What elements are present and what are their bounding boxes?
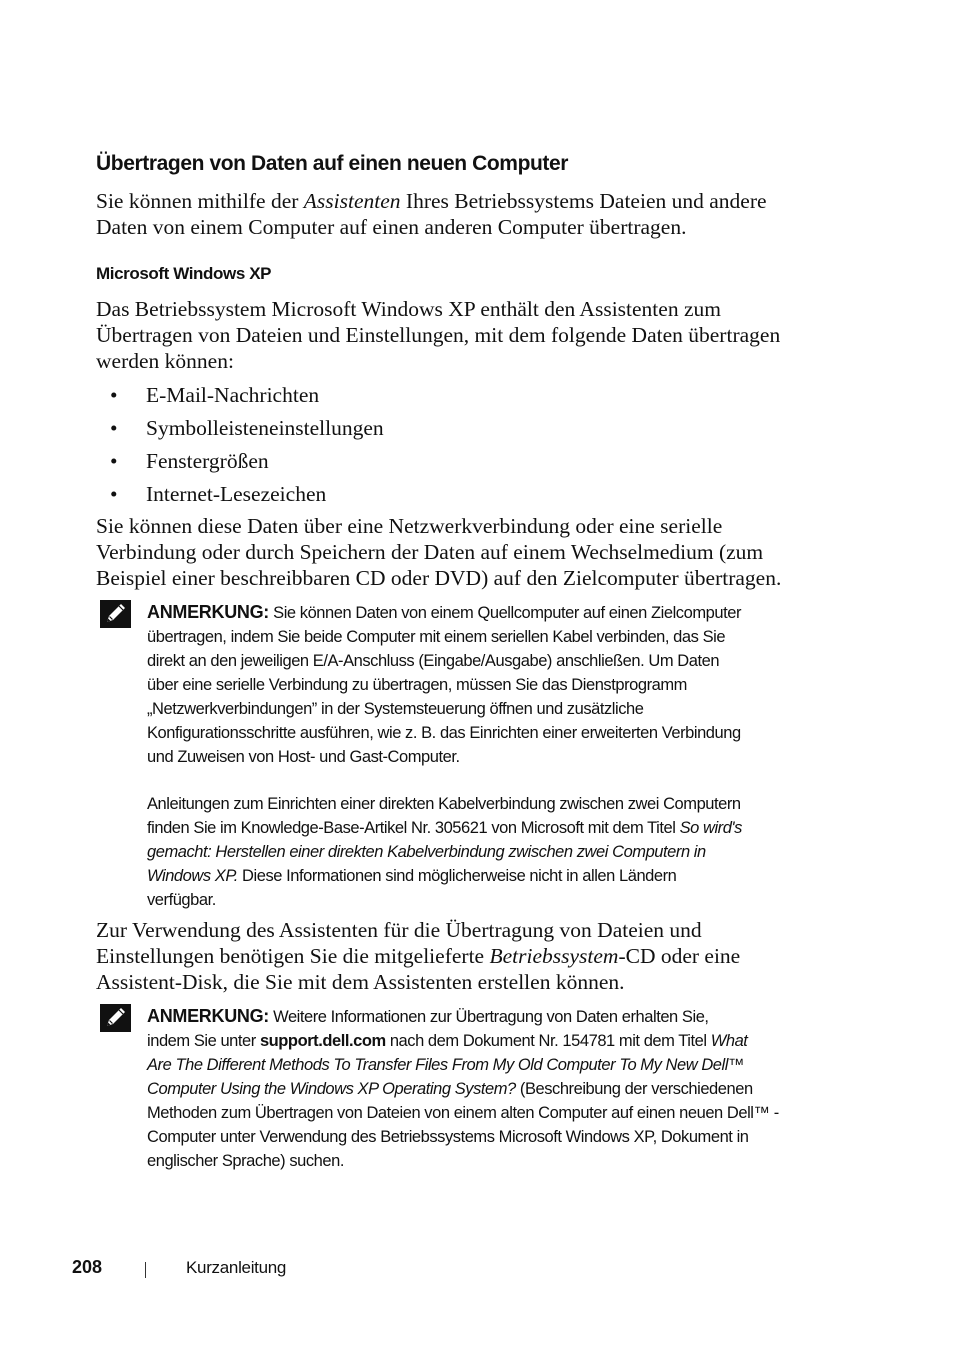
note-line: [147, 864, 837, 888]
footer-divider: [145, 1262, 146, 1278]
note-line: Konfigurationsschritte ausführen, wie z. B. das Einrichten einer erweiterten Verbindung: [147, 724, 741, 742]
note-article-title: Computer Using the Windows XP Operating System?: [147, 1080, 516, 1098]
note-article-title: So wird's: [679, 819, 742, 837]
note-line: [147, 840, 837, 864]
note-line: verfügbar.: [147, 891, 216, 909]
list-item: [96, 446, 796, 479]
xp-intro-line: Das Betriebssystem Microsoft Windows XP enthält den Assistenten zum: [96, 297, 721, 321]
list-item-text: E-Mail-Nachrichten: [146, 383, 320, 407]
wizard-line: Zur Verwendung des Assistenten für die Übertragung von Dateien und: [96, 918, 702, 942]
note-block: [147, 600, 837, 769]
page-number: 208: [72, 1257, 103, 1277]
bullet-icon: •: [110, 449, 118, 473]
intro-line: Daten von einem Computer auf einen anderen Computer übertragen.: [96, 215, 687, 239]
bullet-icon: •: [110, 416, 118, 440]
note-text: Weitere Informationen zur Übertragung von Daten erhalten Sie,: [269, 1008, 709, 1026]
footer-title: Kurzanleitung: [186, 1258, 287, 1277]
note-line: direkt an den jeweiligen E/A-Anschluss (Eingabe/Ausgabe) anschließen. Um Daten: [147, 652, 720, 670]
transfer-line: Beispiel einer beschreibbaren CD oder DVD) auf den Zielcomputer übertragen.: [96, 566, 782, 590]
wizard-emphasis: Betriebssystem: [489, 944, 619, 968]
wizard-paragraph: [96, 917, 836, 995]
list-item-text: Symbolleisteneinstellungen: [146, 416, 384, 440]
note-article-title: Are The Different Methods To Transfer Files From My Old Computer To My New Dell™: [147, 1056, 744, 1074]
note-text: finden Sie im Knowledge-Base-Artikel Nr. 305621 von Microsoft mit dem Titel: [147, 819, 680, 837]
intro-emphasis: Assistenten: [303, 189, 401, 213]
note-text: Diese Informationen sind möglicherweise nicht in allen Ländern: [237, 867, 677, 885]
wizard-line: Assistent-Disk, die Sie mit dem Assistenten erstellen können.: [96, 970, 625, 994]
intro-text: Sie können mithilfe der: [96, 189, 304, 213]
section-heading: Übertragen von Daten auf einen neuen Computer: [96, 152, 569, 175]
note-block-continued: [147, 792, 837, 912]
list-item: [96, 479, 796, 512]
note-article-title: gemacht: Herstellen einer direkten Kabelverbindung zwischen zwei Computern in: [147, 843, 706, 861]
bullet-icon: •: [110, 482, 118, 506]
note-line: Computer unter Verwendung des Betriebssystems Microsoft Windows XP, Dokument in: [147, 1128, 749, 1146]
xp-intro-paragraph: [96, 296, 836, 374]
note-article-title: Windows XP.: [147, 867, 238, 885]
note-line: und Zuweisen von Host- und Gast-Computer.: [147, 748, 460, 766]
bullet-icon: •: [110, 383, 118, 407]
note-line: [147, 1053, 837, 1077]
note-block: [147, 1004, 837, 1173]
note-label: ANMERKUNG:: [147, 602, 269, 622]
note-line: englischer Sprache) suchen.: [147, 1152, 344, 1170]
transfer-line: Sie können diese Daten über eine Netzwerkverbindung oder eine serielle: [96, 514, 723, 538]
note-pencil-icon: [100, 1004, 131, 1032]
note-line: Anleitungen zum Einrichten einer direkten Kabelverbindung zwischen zwei Computern: [147, 795, 741, 813]
note-line: [147, 600, 837, 625]
xp-intro-line: werden können:: [96, 349, 234, 373]
note-line: Methoden zum Übertragen von Dateien von einem alten Computer auf einen neuen Dell™ -: [147, 1104, 779, 1122]
note-text: indem Sie unter: [147, 1032, 260, 1050]
note-line: [147, 1029, 837, 1053]
list-item-text: Internet-Lesezeichen: [146, 482, 327, 506]
note-line: „Netzwerkverbindungen” in der Systemsteuerung öffnen und zusätzliche: [147, 700, 644, 718]
note-line: übertragen, indem Sie beide Computer mit einem seriellen Kabel verbinden, das Sie: [147, 628, 726, 646]
note-pencil-icon: [100, 600, 131, 628]
xp-intro-line: Übertragen von Dateien und Einstellungen, mit dem folgende Daten übertragen: [96, 323, 781, 347]
note-line: über eine serielle Verbindung zu übertragen, müssen Sie das Dienstprogramm: [147, 676, 687, 694]
note-article-title: What: [710, 1032, 748, 1050]
note-text: (Beschreibung der verschiedenen: [515, 1080, 753, 1098]
wizard-text: -CD oder eine: [618, 944, 741, 968]
transfer-line: Verbindung oder durch Speichern der Daten auf einem Wechselmedium (zum: [96, 540, 764, 564]
intro-text: Ihres Betriebssystems Dateien und andere: [400, 189, 767, 213]
list-item-text: Fenstergrößen: [146, 449, 269, 473]
note-label: ANMERKUNG:: [147, 1006, 269, 1026]
intro-paragraph: [96, 188, 836, 240]
transfer-paragraph: [96, 513, 836, 591]
note-line: [147, 816, 837, 840]
wizard-text: Einstellungen benötigen Sie die mitgelieferte: [96, 944, 490, 968]
note-text: Sie können Daten von einem Quellcomputer auf einen Zielcomputer: [269, 604, 741, 622]
transfer-items-list: [96, 380, 796, 512]
list-item: [96, 413, 796, 446]
note-text: nach dem Dokument Nr. 154781 mit dem Titel: [385, 1032, 711, 1050]
support-link[interactable]: support.dell.com: [259, 1032, 386, 1050]
wizard-line: [96, 943, 836, 969]
note-line: [147, 1077, 837, 1101]
subheading: Microsoft Windows XP: [96, 264, 272, 283]
intro-line: [96, 188, 836, 214]
note-line: [147, 1004, 837, 1029]
list-item: [96, 380, 796, 413]
